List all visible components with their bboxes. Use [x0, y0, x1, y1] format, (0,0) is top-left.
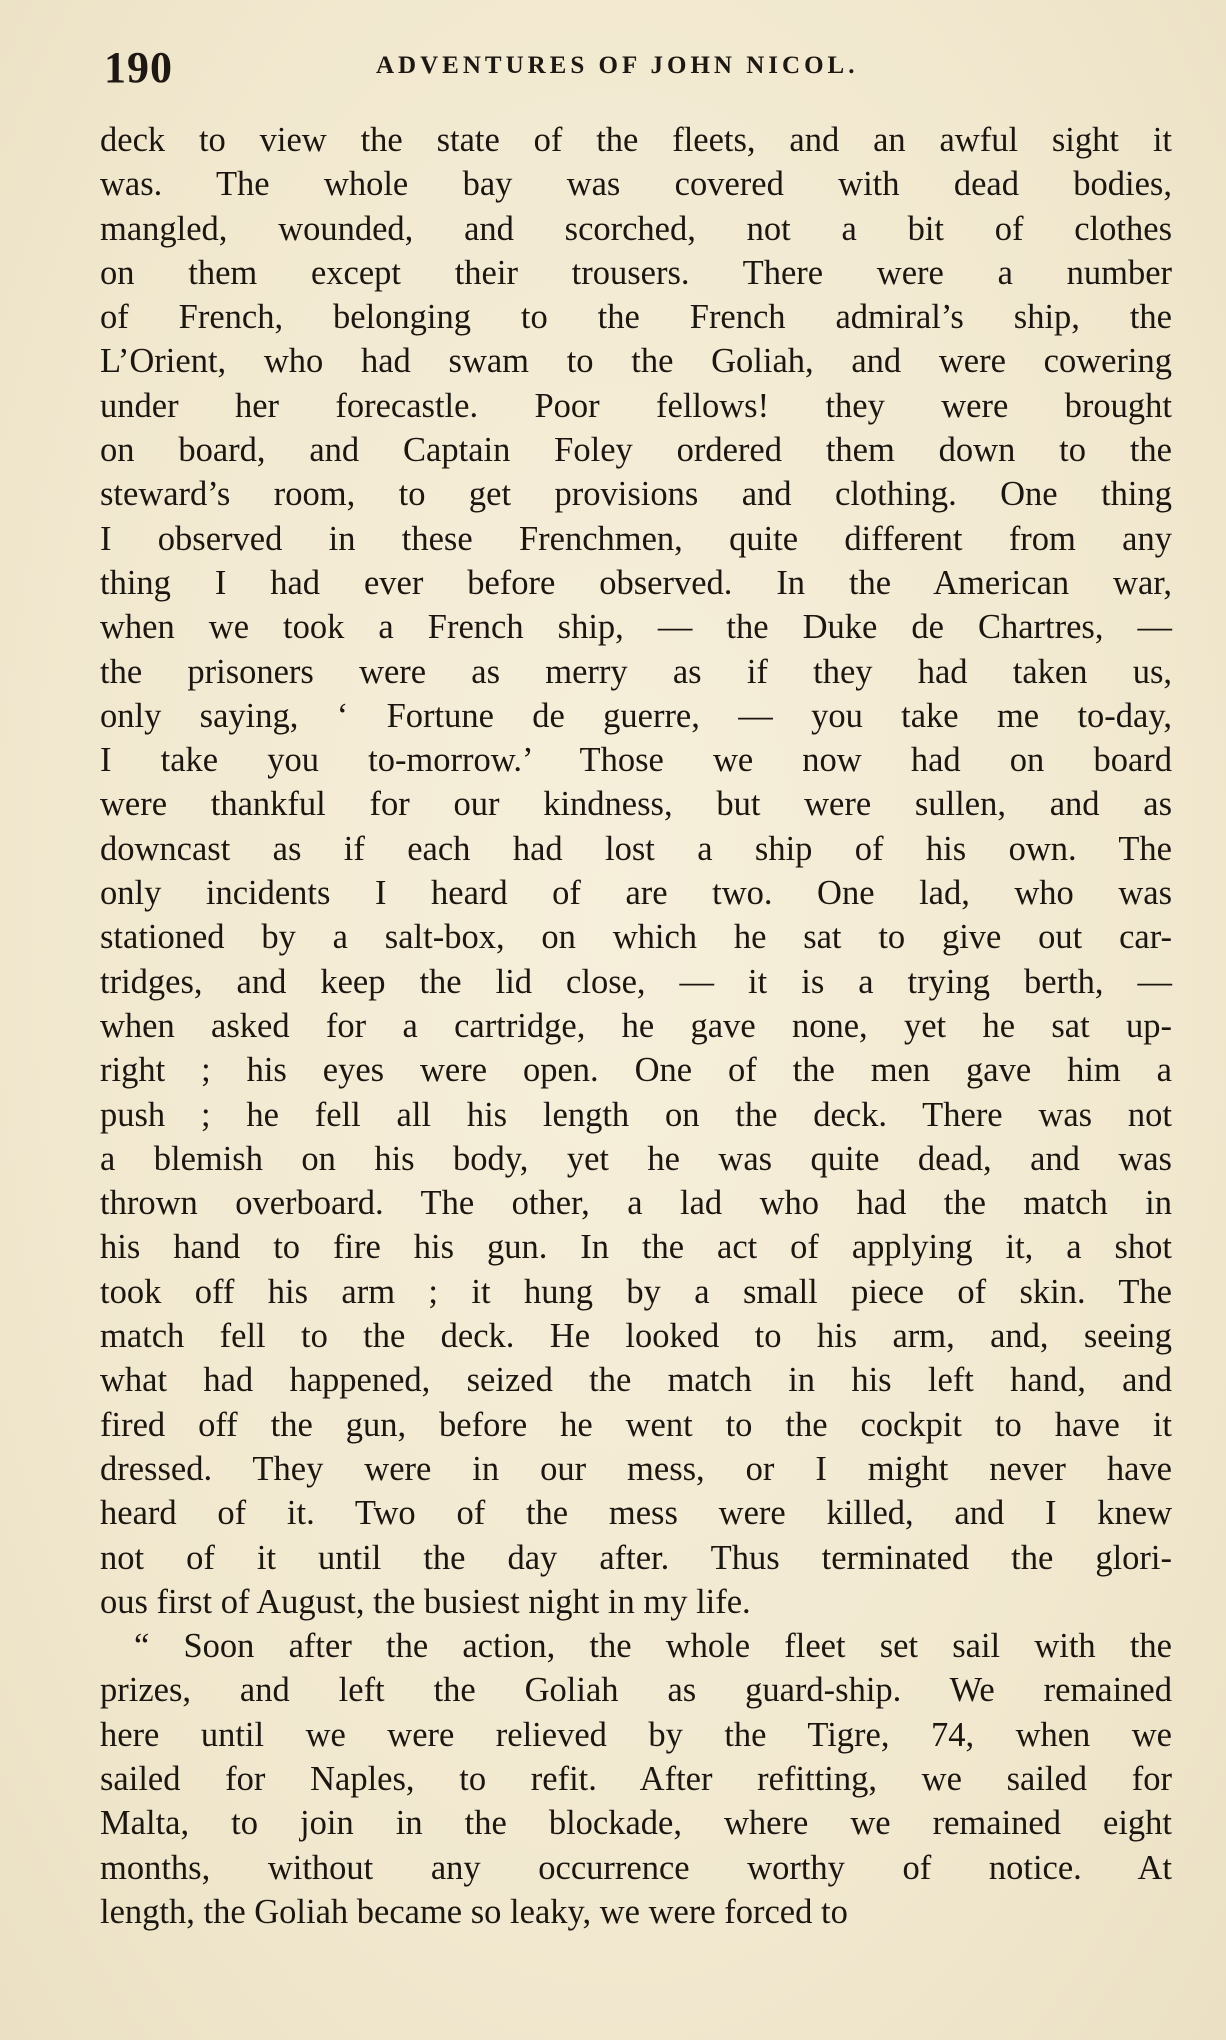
paragraph [100, 118, 1172, 1624]
text-line: length, the Goliah became so leaky, we were forced to [100, 1892, 848, 1931]
text-line: tridges, and keep the lid close, — it is a trying berth, — [100, 962, 1172, 1001]
text-line: on board, and Captain Foley ordered them down to the [100, 431, 1172, 470]
text-line: the prisoners were as merry as if they had taken us, [100, 652, 1172, 691]
text-line: “ Soon after the action, the whole fleet set sail with the [134, 1627, 1172, 1666]
page-number: 190 [104, 43, 173, 92]
text-line: L’Orient, who had swam to the Goliah, and were cowering [100, 342, 1172, 381]
text-line: fired off the gun, before he went to the cockpit to have it [100, 1405, 1172, 1444]
text-line: match fell to the deck. He looked to his arm, and, seeing [100, 1317, 1172, 1356]
text-line: I take you to-morrow.’ Those we now had on board [100, 741, 1172, 780]
text-line: I observed in these Frenchmen, quite different from any [100, 519, 1172, 558]
text-line: of French, belonging to the French admiral’s ship, the [100, 298, 1172, 337]
text-line: under her forecastle. Poor fellows! they were brought [100, 386, 1172, 425]
text-line: when we took a French ship, — the Duke de Chartres, — [100, 608, 1172, 647]
text-line: months, without any occurrence worthy of notice. At [100, 1848, 1172, 1887]
text-line: downcast as if each had lost a ship of his own. The [100, 829, 1172, 868]
running-head: ADVENTURES OF JOHN NICOL. [376, 52, 859, 79]
text-line: on them except their trousers. There were a number [100, 253, 1172, 292]
text-line: was. The whole bay was covered with dead bodies, [100, 165, 1172, 204]
body-text [100, 118, 1172, 1934]
text-line: stationed by a salt-box, on which he sat to give out car- [100, 918, 1172, 957]
text-line: only incidents I heard of are two. One lad, who was [100, 874, 1172, 913]
text-line: thing I had ever before observed. In the American war, [100, 563, 1172, 602]
text-line: heard of it. Two of the mess were killed, and I knew [100, 1494, 1172, 1533]
text-line: here until we were relieved by the Tigre, 74, when we [100, 1715, 1172, 1754]
text-line: took off his arm ; it hung by a small piece of skin. The [100, 1272, 1172, 1311]
page-header [104, 42, 1174, 112]
text-line: his hand to fire his gun. In the act of applying it, a shot [100, 1228, 1172, 1267]
text-line: dressed. They were in our mess, or I might never have [100, 1449, 1172, 1488]
text-line: prizes, and left the Goliah as guard-ship. We remained [100, 1671, 1172, 1710]
text-line: push ; he fell all his length on the deck. There was not [100, 1095, 1172, 1134]
text-line: right ; his eyes were open. One of the men gave him a [100, 1051, 1172, 1090]
text-line: deck to view the state of the fleets, and an awful sight it [100, 121, 1172, 159]
text-line: a blemish on his body, yet he was quite dead, and was [100, 1139, 1172, 1178]
text-line: Malta, to join in the blockade, where we remained eight [100, 1804, 1172, 1843]
text-line: ous first of August, the busiest night in my life. [100, 1582, 751, 1621]
paragraph [100, 1624, 1172, 1934]
text-line: steward’s room, to get provisions and clothing. One thing [100, 475, 1172, 514]
text-line: thrown overboard. The other, a lad who had the match in [100, 1184, 1172, 1223]
text-line: not of it until the day after. Thus terminated the glori- [100, 1538, 1172, 1577]
text-line: were thankful for our kindness, but were sullen, and as [100, 785, 1172, 824]
text-line: mangled, wounded, and scorched, not a bit of clothes [100, 209, 1172, 248]
text-line: only saying, ‘ Fortune de guerre, — you take me to-day, [100, 696, 1172, 735]
text-line: sailed for Naples, to refit. After refitting, we sailed for [100, 1759, 1172, 1798]
text-line: when asked for a cartridge, he gave none, yet he sat up- [100, 1006, 1172, 1045]
text-line: what had happened, seized the match in his left hand, and [100, 1361, 1172, 1400]
